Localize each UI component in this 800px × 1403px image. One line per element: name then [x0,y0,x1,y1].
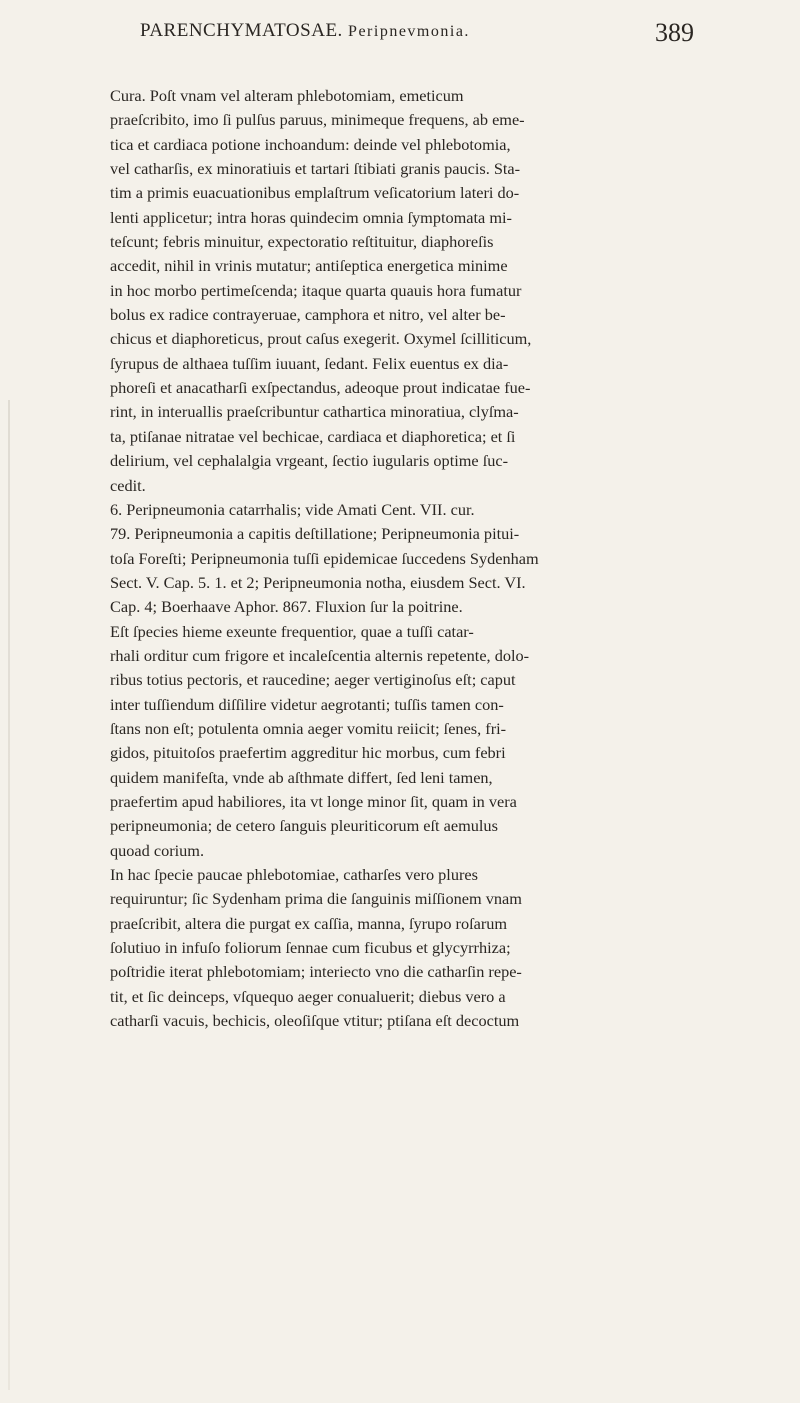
text-line: ſolutiuo in infuſo foliorum ſennae cum ficubus et glycyrrhiza; [110,938,511,958]
body-text [86,84,706,1033]
text-line: toſa Foreſti; Peripneumonia tuſſi epidemicae ſuccedens Sydenham [110,548,539,568]
text-line: poſtridie iterat phlebotomiam; interiecto vno die catharſin repe- [110,962,522,982]
text-line: vel catharſis, ex minoratiuis et tartari ſtibiati granis paucis. Sta- [110,159,521,179]
text-line: ta, ptiſanae nitratae vel bechicae, cardiaca et diaphoretica; et ſi [110,426,516,446]
page-edge-shadow [8,400,10,1390]
text-line: delirium, vel cephalalgia vrgeant, ſectio iugularis optime ſuc- [110,451,509,471]
text-line: in hoc morbo pertimeſcenda; itaque quarta quauis hora fumatur [110,280,522,300]
running-head [140,20,660,42]
paragraph-cura [86,84,706,498]
running-head-title: PARENCHYMATOSAE. [140,20,343,41]
text-line: tim a primis euacuationibus emplaſtrum veſicatorium lateri do- [110,183,520,203]
text-line: ſtans non eſt; potulenta omnia aeger vomitu reiicit; ſenes, fri- [110,718,507,738]
text-line: lenti applicetur; intra horas quindecim omnia ſymptomata mi- [110,207,512,227]
text-line: praeſcribit, altera die purgat ex caſſia, manna, ſyrupo roſarum [110,913,508,933]
text-line: praeſcribito, imo ſi pulſus paruus, minimeque frequens, ab eme- [110,110,525,130]
text-line: peripneumonia; de cetero ſanguis pleuriticorum eſt aemulus [110,816,498,836]
paragraph-description [86,620,706,863]
text-line: Sect. V. Cap. 5. 1. et 2; Peripneumonia notha, eiusdem Sect. VI. [110,572,526,592]
text-line: ſyrupus de althaea tuſſim iuuant, ſedant. Felix euentus ex dia- [110,353,509,373]
text-line: cedit. [110,475,146,495]
text-line: tit, et ſic deinceps, vſquequo aeger conualuerit; diebus vero a [110,986,506,1006]
text-line: teſcunt; febris minuitur, expectoratio reſtituitur, diaphoreſis [110,232,494,252]
text-line: Eſt ſpecies hieme exeunte frequentior, quae a tuſſi catar- [110,621,474,641]
text-line: phoreſi et anacatharſi exſpectandus, adeoque prout indicatae fue- [110,378,531,398]
text-line: rint, in interuallis praeſcribuntur cathartica minoratiua, clyſma- [110,402,519,422]
text-line: quidem manifeſta, vnde ab aſthmate differt, ſed leni tamen, [110,767,493,787]
text-line: Cura. Poſt vnam vel alteram phlebotomiam, emeticum [110,86,464,105]
text-line: Cap. 4; Boerhaave Aphor. 867. Fluxion ſur la poitrine. [110,597,463,617]
text-line: tica et cardiaca potione inchoandum: deinde vel phlebotomia, [110,134,511,154]
page-number: 389 [655,18,694,47]
text-line: quoad corium. [110,840,205,860]
text-line: rhali orditur cum frigore et incaleſcentia alternis repetente, dolo- [110,645,530,665]
text-line: 6. Peripneumonia catarrhalis; vide Amati Cent. VII. cur. [110,499,475,519]
text-line: praefertim apud habiliores, ita vt longe minor ſit, quam in vera [110,791,517,811]
text-line: ribus totius pectoris, et raucedine; aeger vertiginoſus eſt; caput [110,670,516,690]
text-line: catharſi vacuis, bechicis, oleoſiſque vtitur; ptiſana eſt decoctum [110,1011,520,1031]
text-line: inter tuſſiendum diſſilire videtur aegrotanti; tuſſis tamen con- [110,694,504,714]
text-line: gidos, pituitoſos praefertim aggreditur hic morbus, cum febri [110,743,506,763]
paragraph-species-heading [86,498,706,620]
text-line: 79. Peripneumonia a capitis deſtillatione; Peripneumonia pitui- [110,524,520,544]
paragraph-treatment [86,863,706,1033]
running-head-section: Peripnevmonia. [348,23,470,40]
text-line: requiruntur; ſic Sydenham prima die ſanguinis miſſionem vnam [110,889,522,909]
text-line: In hac ſpecie paucae phlebotomiae, catharſes vero plures [110,865,478,884]
text-line: chicus et diaphoreticus, prout caſus exegerit. Oxymel ſcilliticum, [110,329,532,349]
text-line: bolus ex radice contrayeruae, camphora et nitro, vel alter be- [110,305,506,325]
text-line: accedit, nihil in vrinis mutatur; antiſeptica energetica minime [110,256,508,276]
